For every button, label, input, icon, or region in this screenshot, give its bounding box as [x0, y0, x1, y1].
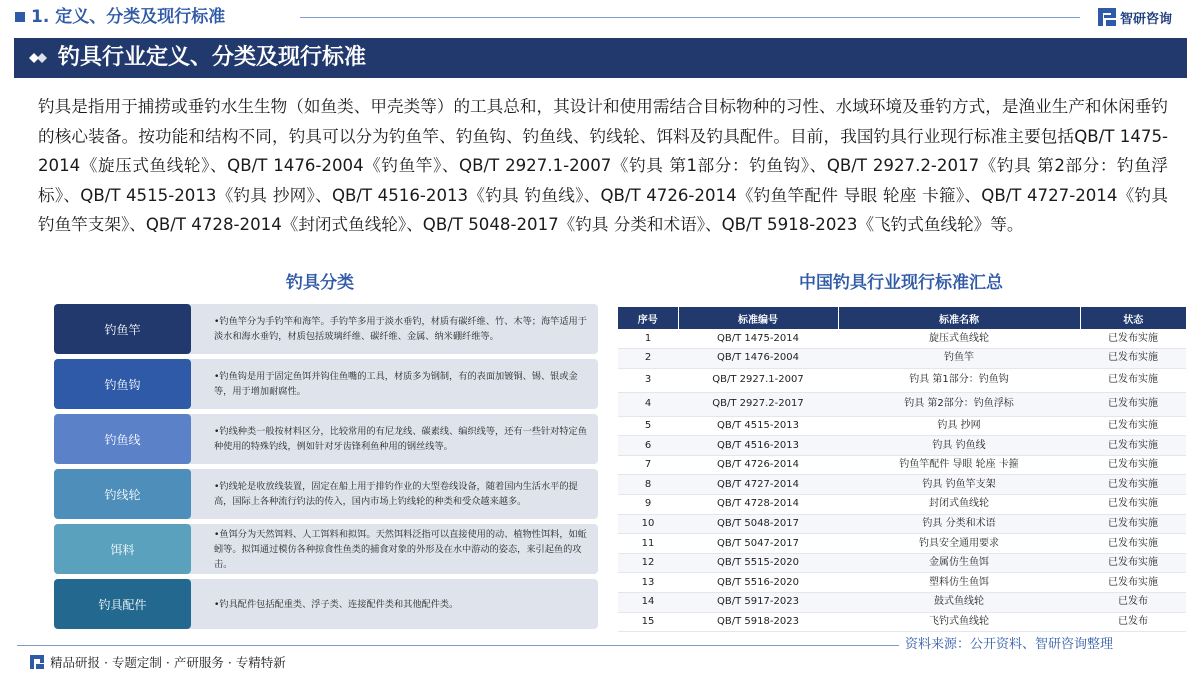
table-cell: 12	[618, 553, 678, 573]
brand-name: 智研咨询	[1120, 11, 1173, 27]
brand	[1098, 6, 1172, 28]
footer-tagline	[30, 654, 286, 670]
table-header-row	[618, 307, 1186, 329]
table-cell: QB/T 4728-2014	[678, 495, 838, 515]
table-cell: 11	[618, 534, 678, 554]
table-cell: QB/T 5516-2020	[678, 573, 838, 593]
table-cell: 已发布实施	[1080, 475, 1186, 495]
table-cell: 已发布实施	[1080, 553, 1186, 573]
table-cell: 已发布实施	[1080, 392, 1186, 416]
table-cell: 4	[618, 392, 678, 416]
table-body	[618, 329, 1186, 632]
list-item	[54, 414, 598, 464]
table-cell: 已发布	[1080, 593, 1186, 613]
table-cell: 钓具 抄网	[838, 416, 1080, 436]
title-banner	[14, 38, 1187, 78]
table-cell: 飞钓式鱼线轮	[838, 612, 1080, 632]
table-cell: 15	[618, 612, 678, 632]
brand-logo-icon	[30, 655, 44, 669]
table-cell: QB/T 4515-2013	[678, 416, 838, 436]
top-bar	[0, 0, 1200, 34]
table-cell: QB/T 1476-2004	[678, 349, 838, 369]
column-header: 状态	[1080, 307, 1186, 329]
category-label: 钓线轮	[54, 469, 191, 519]
table-row	[618, 349, 1186, 369]
table-row	[618, 495, 1186, 515]
table-row	[618, 436, 1186, 456]
list-item	[54, 304, 598, 354]
table-cell: 已发布	[1080, 612, 1186, 632]
table-cell: QB/T 2927.2-2017	[678, 392, 838, 416]
table-cell: 钓具 第2部分：钓鱼浮标	[838, 392, 1080, 416]
table-cell: QB/T 4726-2014	[678, 455, 838, 475]
category-label: 钓具配件	[54, 579, 191, 629]
table-cell: 9	[618, 495, 678, 515]
column-header: 标准名称	[838, 307, 1080, 329]
table-cell: QB/T 5515-2020	[678, 553, 838, 573]
table-cell: QB/T 5917-2023	[678, 593, 838, 613]
table-cell: 塑料仿生鱼饵	[838, 573, 1080, 593]
category-description: •钓线种类一般按材料区分，比较常用的有尼龙线、碳素线、编织线等，还有一些针对特定鱼种使用的特殊钓线，例如针对牙齿锋利鱼种用的钢丝线等。	[214, 426, 587, 452]
section-title: 1. 定义、分类及现行标准	[31, 7, 226, 27]
table-cell: 10	[618, 514, 678, 534]
table-cell: 封闭式鱼线轮	[838, 495, 1080, 515]
table-cell: 金属仿生鱼饵	[838, 553, 1080, 573]
table-cell: 旋压式鱼线轮	[838, 329, 1080, 349]
diamond-icon	[22, 44, 50, 72]
table-cell: QB/T 4516-2013	[678, 436, 838, 456]
footer-divider	[17, 645, 899, 646]
column-header: 序号	[618, 307, 678, 329]
table-cell: 钓具 第1部分：钓鱼钩	[838, 368, 1080, 392]
list-item	[54, 469, 598, 519]
table-cell: 鼓式鱼线轮	[838, 593, 1080, 613]
standards-title: 中国钓具行业现行标准汇总	[799, 273, 1003, 293]
table-cell: 钓鱼竿配件 导眼 轮座 卡箍	[838, 455, 1080, 475]
category-description: •钓具配件包括配重类、浮子类、连接配件类和其他配件类。	[214, 598, 459, 610]
table-cell: 已发布实施	[1080, 436, 1186, 456]
table-row	[618, 416, 1186, 436]
category-description: •鱼饵分为天然饵料、人工饵料和拟饵。天然饵料泛指可以直接使用的动、植物性饵料，如蚯蚓等。拟饵通过模仿各种掠食性鱼类的捕食对象的外形及在水中游动的姿态，来引起鱼的攻击。	[214, 528, 587, 570]
table-row	[618, 455, 1186, 475]
table-cell: 钓具 分类和术语	[838, 514, 1080, 534]
table-row	[618, 573, 1186, 593]
table-cell: 已发布实施	[1080, 368, 1186, 392]
table-row	[618, 392, 1186, 416]
category-description: •钓鱼竿分为手钓竿和海竿。手钓竿多用于淡水垂钓，材质有碳纤维、竹、木等；海竿适用于淡水和海水垂钓，材质包括玻璃纤维、碳纤维、金属、纳米硼纤维等。	[214, 316, 587, 342]
table-cell: 已发布实施	[1080, 416, 1186, 436]
table-cell: QB/T 5048-2017	[678, 514, 838, 534]
table-cell: 5	[618, 416, 678, 436]
list-item	[54, 579, 598, 629]
table-row	[618, 368, 1186, 392]
category-description: •钓鱼钩是用于固定鱼饵并钩住鱼嘴的工具，材质多为钢制，有的表面加镀铜、锡、银或金等，用于增加耐腐性。	[214, 371, 578, 397]
table-row	[618, 534, 1186, 554]
table-cell: 钓具 钓鱼线	[838, 436, 1080, 456]
column-header: 标准编号	[678, 307, 838, 329]
category-label: 饵料	[54, 524, 191, 574]
table-cell: 14	[618, 593, 678, 613]
section-marker-icon	[15, 12, 25, 22]
table-cell: 1	[618, 329, 678, 349]
table-row	[618, 329, 1186, 349]
table-cell: 钓具 钓鱼竿支架	[838, 475, 1080, 495]
table-cell: QB/T 4727-2014	[678, 475, 838, 495]
header-divider	[300, 17, 1080, 18]
list-item	[54, 359, 598, 409]
table-cell: 已发布实施	[1080, 329, 1186, 349]
table-cell: 钓具安全通用要求	[838, 534, 1080, 554]
table-cell: QB/T 2927.1-2007	[678, 368, 838, 392]
table-cell: 已发布实施	[1080, 349, 1186, 369]
category-label: 钓鱼钩	[54, 359, 191, 409]
table-cell: 6	[618, 436, 678, 456]
table-cell: 7	[618, 455, 678, 475]
source-note: 资料来源：公开资料、智研咨询整理	[905, 637, 1114, 652]
table-cell: QB/T 5918-2023	[678, 612, 838, 632]
table-cell: 已发布实施	[1080, 495, 1186, 515]
table-cell: QB/T 5047-2017	[678, 534, 838, 554]
table-row	[618, 514, 1186, 534]
table-cell: QB/T 1475-2014	[678, 329, 838, 349]
table-row	[618, 593, 1186, 613]
table-row	[618, 612, 1186, 632]
table-cell: 13	[618, 573, 678, 593]
standards-table	[618, 307, 1186, 632]
category-label: 钓鱼竿	[54, 304, 191, 354]
table-cell: 已发布实施	[1080, 573, 1186, 593]
table-cell: 2	[618, 349, 678, 369]
tagline-text: 精品研报 · 专题定制 · 产研服务 · 专精特新	[50, 655, 286, 670]
table-cell: 3	[618, 368, 678, 392]
table-cell: 8	[618, 475, 678, 495]
page-title: 钓具行业定义、分类及现行标准	[58, 45, 367, 70]
category-label: 钓鱼线	[54, 414, 191, 464]
table-cell: 已发布实施	[1080, 514, 1186, 534]
list-item	[54, 524, 598, 574]
category-description: •钓线轮是收放线装置，固定在船上用于排钓作业的大型卷线设备，随着国内生活水平的提高，国际上各种流行钓法的传入，国内市场上钓线轮的种类和受众越来越多。	[214, 481, 578, 507]
table-row	[618, 553, 1186, 573]
table-cell: 已发布实施	[1080, 534, 1186, 554]
intro-paragraph: 钓具是指用于捕捞或垂钓水生生物（如鱼类、甲壳类等）的工具总和，其设计和使用需结合目标物种的习性、水域环境及垂钓方式，是渔业生产和休闲垂钓的核心装备。按功能和结构不同，钓具可以分为钓鱼竿、钓鱼钩、钓鱼线、钓线轮、饵料及钓具配件。目前，我国钓具行业现行标准主要包括QB/T 1475-2014《旋压式鱼线轮》、QB/T 1476-2004《钓鱼竿》、QB/T 2927.1-2007《钓具 第1部分：钓鱼钩》、QB/T 2927.2-2017《钓具 第2部分：钓鱼浮标》、QB/T 4515-2013《钓具 抄网》、QB/T 4516-2013《钓具 钓鱼线》、QB/T 4726-2014《钓鱼竿配件 导眼 轮座 卡箍》、QB/T 4727-2014《钓具 钓鱼竿支架》、QB/T 4728-2014《封闭式鱼线轮》、QB/T 5048-2017《钓具 分类和术语》、QB/T 5918-2023《飞钓式鱼线轮》等。	[38, 97, 1168, 234]
table-row	[618, 475, 1186, 495]
table-cell: 已发布实施	[1080, 455, 1186, 475]
brand-logo-icon	[1098, 8, 1116, 26]
table-cell: 钓鱼竿	[838, 349, 1080, 369]
classification-title: 钓具分类	[286, 273, 354, 293]
